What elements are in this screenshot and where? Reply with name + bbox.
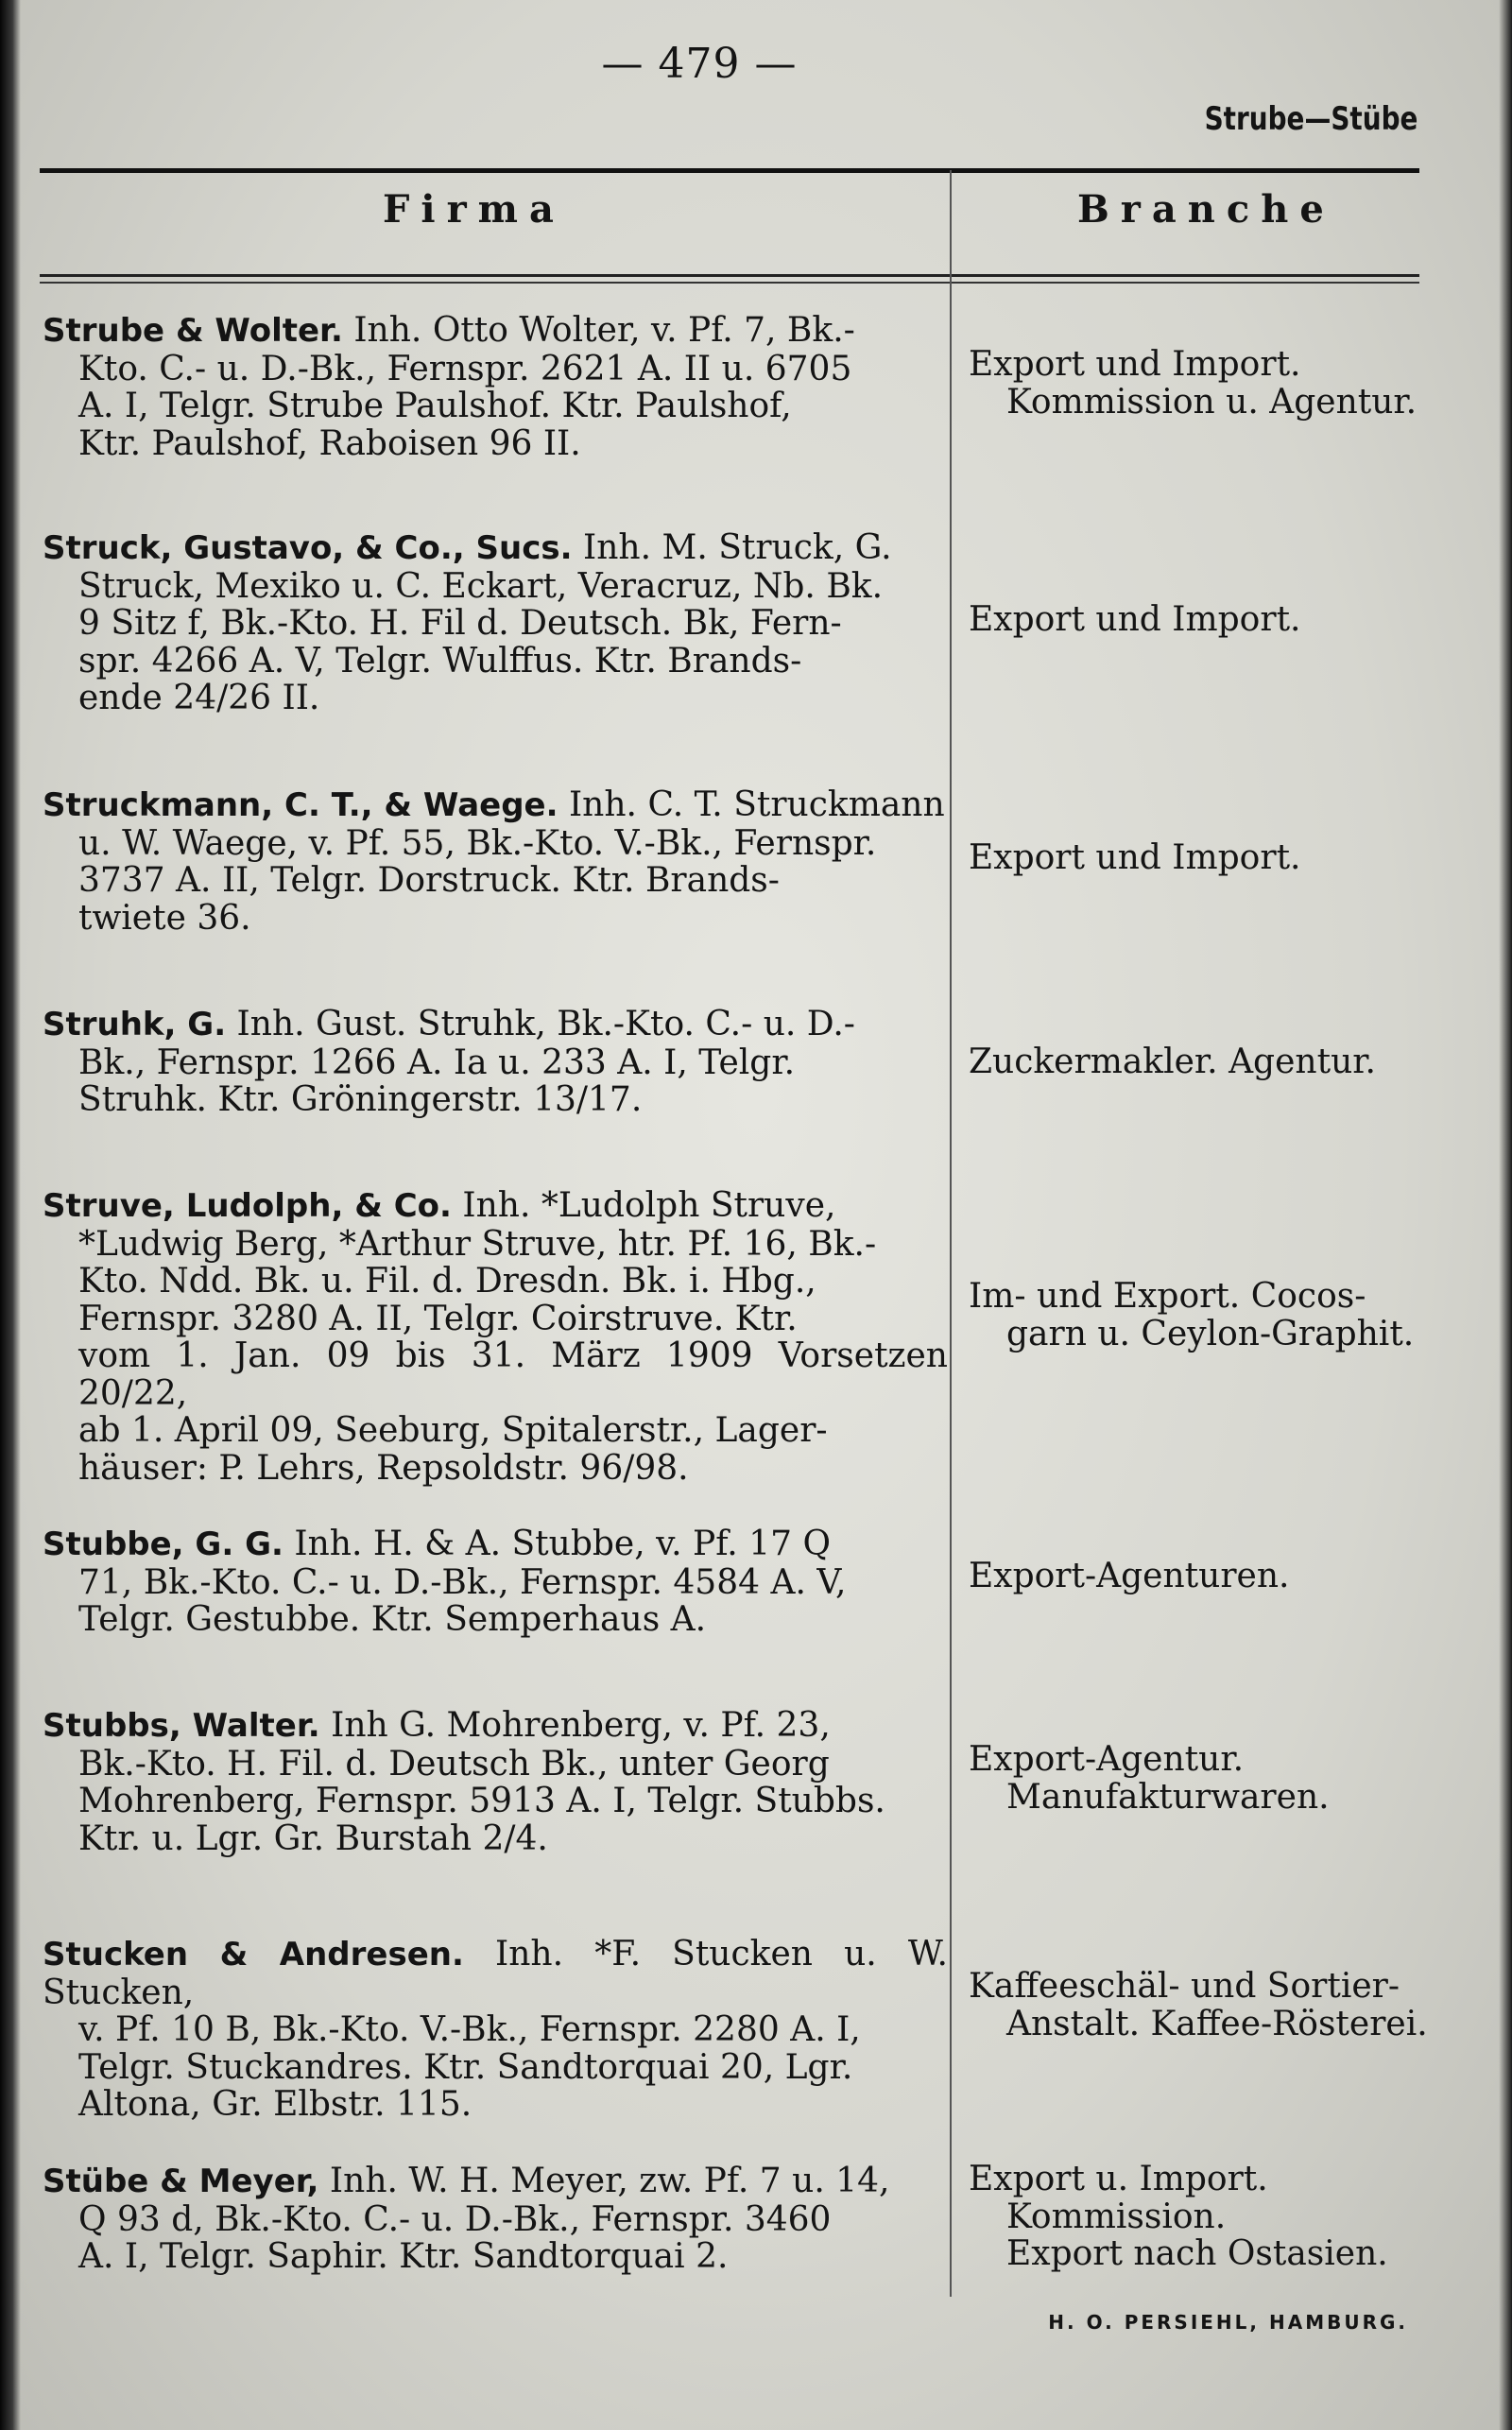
directory-entry bbox=[43, 1707, 969, 1857]
page-edge-shadow-right bbox=[1499, 0, 1512, 2430]
firm-detail-line: Inh G. Mohrenberg, v. Pf. 23, bbox=[319, 1706, 831, 1745]
branche-line: Kommission u. Agentur. bbox=[1006, 382, 1418, 422]
firm-detail-line: Struhk. Ktr. Gröningerstr. 13/17. bbox=[78, 1080, 643, 1119]
firm-detail-line: A. I, Telgr. Strube Paulshof. Ktr. Paulshof, bbox=[78, 387, 792, 425]
firm-detail-line: Inh. W. H. Meyer, zw. Pf. 7 u. 14, bbox=[318, 2162, 890, 2200]
branche-line: Kaffeeschäl- und Sortier- bbox=[969, 1967, 1400, 2006]
firm-detail-line: Telgr. Gestubbe. Ktr. Semperhaus A. bbox=[78, 1600, 707, 1639]
firm-detail-line: Inh. C. T. Struckmann bbox=[558, 785, 945, 824]
firm-text bbox=[43, 1525, 948, 1639]
branche-text bbox=[969, 1278, 1479, 1353]
firm-detail-line: v. Pf. 10 B, Bk.-Kto. V.-Bk., Fernspr. 2280 A. I, bbox=[78, 2010, 861, 2049]
branche-line: Export und Import. bbox=[969, 600, 1301, 639]
firm-detail-line: spr. 4266 A. V, Telgr. Wulffus. Ktr. Brands- bbox=[78, 641, 802, 681]
firm-text bbox=[43, 1187, 948, 1487]
firm-text bbox=[43, 529, 948, 717]
firm-detail-line: 3737 A. II, Telgr. Dorstruck. Ktr. Brands- bbox=[78, 861, 780, 900]
firm-detail-line: Kto. Ndd. Bk. u. Fil. d. Dresdn. Bk. i. Hbg., bbox=[78, 1262, 816, 1301]
page-edge-shadow bbox=[0, 0, 21, 2430]
branche-text bbox=[969, 601, 1479, 639]
firm-detail-line: ab 1. April 09, Seeburg, Spitalerstr., Lager- bbox=[78, 1411, 828, 1450]
firm-detail-line: Inh. H. & A. Stubbe, v. Pf. 17 Q bbox=[283, 1525, 831, 1563]
header-double-rule-lower bbox=[40, 282, 1419, 284]
branche-line: garn u. Ceylon-Graphit. bbox=[1006, 1314, 1415, 1353]
firm-name: Struhk, G. bbox=[43, 1006, 227, 1043]
firm-name: Struve, Ludolph, & Co. bbox=[43, 1187, 452, 1225]
firm-detail-line: twiete 36. bbox=[78, 898, 251, 938]
firm-detail-line: Inh. Otto Wolter, v. Pf. 7, Bk.- bbox=[342, 311, 855, 350]
branche-line: Anstalt. Kaffee-Rösterei. bbox=[1006, 2004, 1428, 2043]
firm-detail-line: häuser: P. Lehrs, Repsoldstr. 96/98. bbox=[78, 1448, 689, 1488]
firm-detail-line: Ktr. u. Lgr. Gr. Burstah 2/4. bbox=[78, 1818, 548, 1858]
branche-line: Export-Agentur. bbox=[969, 1740, 1245, 1779]
firm-detail-line: Bk.-Kto. H. Fil. d. Deutsch Bk., unter Georg bbox=[78, 1744, 830, 1784]
branche-text bbox=[969, 1043, 1479, 1081]
branche-line: Export nach Ostasien. bbox=[1006, 2234, 1388, 2273]
directory-entry bbox=[43, 529, 969, 717]
branche-line: Manufakturwaren. bbox=[1006, 1777, 1330, 1817]
firm-detail-line: Struck, Mexiko u. C. Eckart, Veracruz, Nb. Bk. bbox=[78, 566, 884, 606]
directory-entry bbox=[43, 1936, 969, 2124]
firm-name: Stübe & Meyer, bbox=[43, 2163, 319, 2200]
directory-entry bbox=[43, 786, 969, 937]
firm-detail-line: Ktr. Paulshof, Raboisen 96 II. bbox=[78, 423, 581, 463]
firm-detail-line: Mohrenberg, Fernspr. 5913 A. I, Telgr. Stubbs. bbox=[78, 1782, 885, 1820]
firm-name: Struckmann, C. T., & Waege. bbox=[43, 786, 558, 824]
column-header-branche: Branche bbox=[1077, 187, 1335, 232]
firm-detail-line: Inh. M. Struck, G. bbox=[572, 528, 892, 567]
header-rule bbox=[40, 168, 1419, 173]
firm-detail-line: Q 93 d, Bk.-Kto. C.- u. D.-Bk., Fernspr. 3460 bbox=[78, 2199, 832, 2239]
firm-detail-line: Kto. C.- u. D.-Bk., Fernspr. 2621 A. II u. 6705 bbox=[78, 349, 852, 388]
branche-line: Im- und Export. Cocos- bbox=[969, 1277, 1366, 1316]
branche-line: Export-Agenturen. bbox=[969, 1557, 1290, 1595]
page-number: — 479 — bbox=[601, 40, 798, 88]
firm-detail-line: vom 1. Jan. 09 bis 31. März 1909 Vorsetzen 20/22, bbox=[78, 1336, 948, 1413]
firm-detail-line: Bk., Fernspr. 1266 A. Ia u. 233 A. I, Telgr. bbox=[78, 1043, 796, 1082]
branche-text bbox=[969, 346, 1479, 421]
firm-name: Stubbe, G. G. bbox=[43, 1525, 284, 1563]
directory-entry bbox=[43, 1187, 969, 1487]
firm-detail-line: A. I, Telgr. Saphir. Ktr. Sandtorquai 2. bbox=[78, 2237, 729, 2276]
firm-detail-line: Altona, Gr. Elbstr. 115. bbox=[78, 2085, 472, 2124]
branche-text bbox=[969, 1558, 1479, 1595]
firm-text bbox=[43, 2163, 948, 2276]
firm-text bbox=[43, 312, 948, 462]
firm-name: Stubbs, Walter. bbox=[43, 1707, 320, 1745]
directory-entry bbox=[43, 1006, 969, 1119]
firm-detail-line: Telgr. Stuckandres. Ktr. Sandtorquai 20, Lgr. bbox=[78, 2047, 853, 2087]
firm-detail-line: *Ludwig Berg, *Arthur Struve, htr. Pf. 16, Bk.- bbox=[78, 1224, 877, 1264]
firm-detail-line: Inh. *F. Stucken u. W. Stucken, bbox=[43, 1935, 948, 2012]
directory-entry bbox=[43, 2163, 969, 2276]
firm-detail-line: Inh. Gust. Struhk, Bk.-Kto. C.- u. D.- bbox=[226, 1005, 855, 1043]
firm-detail-line: Fernspr. 3280 A. II, Telgr. Coirstruve. Ktr. bbox=[78, 1299, 798, 1338]
firm-name: Strube & Wolter. bbox=[43, 312, 343, 350]
firm-text bbox=[43, 1936, 948, 2124]
firm-detail-line: ende 24/26 II. bbox=[78, 679, 320, 717]
firm-detail-line: u. W. Waege, v. Pf. 55, Bk.-Kto. V.-Bk., Fernspr. bbox=[78, 823, 877, 863]
firm-detail-line: 71, Bk.-Kto. C.- u. D.-Bk., Fernspr. 4584 A. V, bbox=[78, 1562, 847, 1602]
directory-entry bbox=[43, 312, 969, 462]
branche-line: Zuckermakler. Agentur. bbox=[969, 1043, 1376, 1081]
printer-imprint: H. O. PERSIEHL, HAMBURG. bbox=[1048, 2311, 1408, 2334]
directory-entry bbox=[43, 1525, 969, 1639]
firm-detail-line: 9 Sitz f, Bk.-Kto. H. Fil d. Deutsch. Bk, Fern- bbox=[78, 604, 842, 643]
branche-line: Export u. Import. bbox=[969, 2160, 1268, 2198]
running-head: Strube—Stübe bbox=[1204, 100, 1418, 138]
branche-line: Kommission. bbox=[1006, 2197, 1227, 2236]
firm-text bbox=[43, 1707, 948, 1857]
branche-text bbox=[969, 839, 1479, 877]
firm-detail-line: Inh. *Ludolph Struve, bbox=[451, 1186, 836, 1225]
firm-name: Struck, Gustavo, & Co., Sucs. bbox=[43, 529, 573, 567]
branche-text bbox=[969, 1968, 1479, 2042]
header-double-rule bbox=[40, 274, 1419, 277]
branche-text bbox=[969, 1741, 1479, 1816]
branche-text bbox=[969, 2161, 1479, 2273]
firm-text bbox=[43, 1006, 948, 1119]
firm-name: Stucken & Andresen. bbox=[43, 1936, 464, 1973]
branche-line: Export und Import. bbox=[969, 345, 1301, 384]
firm-text bbox=[43, 786, 948, 937]
column-header-firm: Firma bbox=[383, 187, 565, 232]
branche-line: Export und Import. bbox=[969, 838, 1301, 877]
